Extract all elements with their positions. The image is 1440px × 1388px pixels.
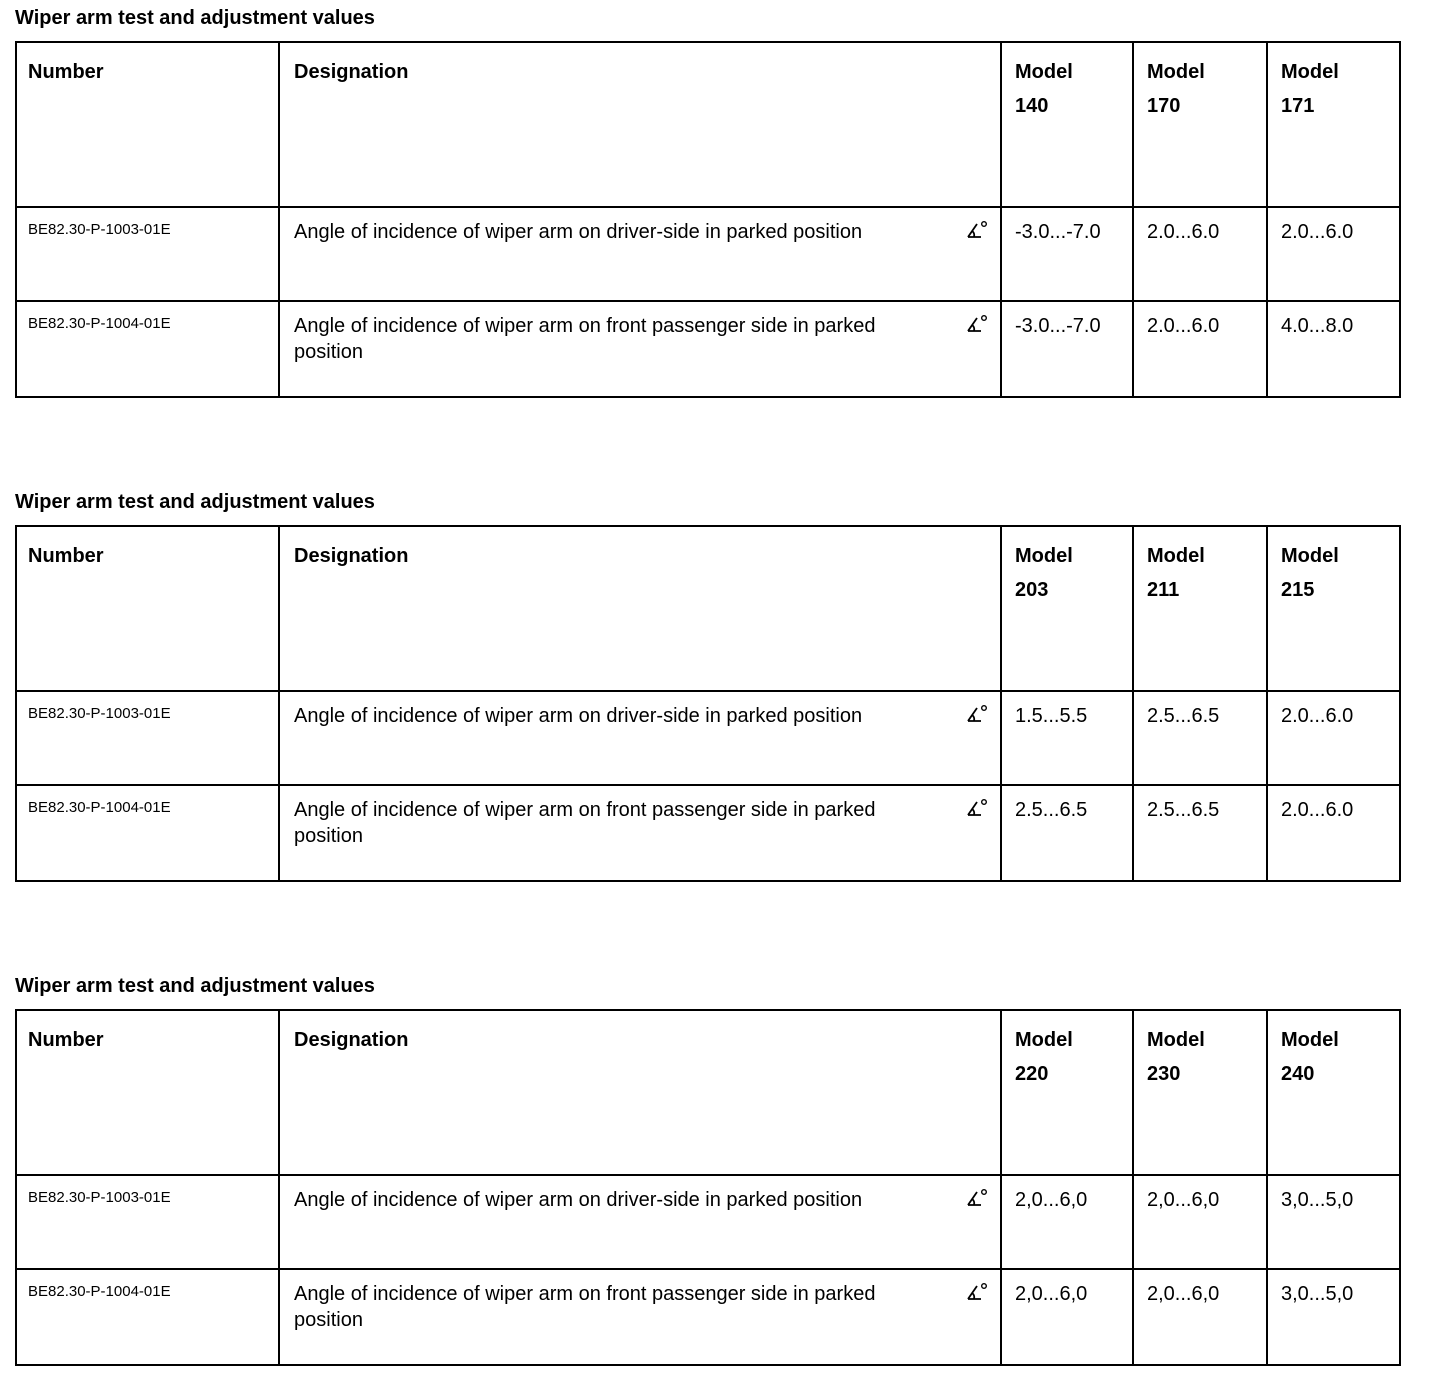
value-cell (1001, 1269, 1133, 1365)
designation-column-header (279, 1010, 1001, 1175)
value-cell (1133, 1175, 1267, 1269)
model-column-header (1133, 1010, 1267, 1175)
value-cell (1133, 785, 1267, 881)
number-cell (16, 1269, 279, 1365)
model-label: Model (1015, 1029, 1073, 1051)
model-number: 240 (1281, 1063, 1315, 1085)
designation-header-label: Designation (294, 1029, 409, 1051)
value-cell (1001, 691, 1133, 785)
angle-degree-icon (966, 704, 988, 724)
model-label: Model (1015, 61, 1073, 83)
number-column-header (16, 1010, 279, 1175)
angle-value: 2.0...6.0 (1147, 315, 1220, 337)
table-row (16, 1175, 1400, 1269)
number-header-label: Number (28, 1029, 104, 1051)
designation-cell (279, 691, 1001, 785)
model-column-header (1001, 1010, 1133, 1175)
value-cell (1001, 1175, 1133, 1269)
table-row (16, 301, 1400, 397)
section-title: Wiper arm test and adjustment values (15, 7, 375, 29)
number-header-label: Number (28, 61, 104, 83)
angle-value: -3.0...-7.0 (1015, 315, 1101, 337)
designation-cell (279, 207, 1001, 301)
model-header (1002, 527, 1132, 607)
number-cell (16, 301, 279, 397)
designation-text: Angle of incidence of wiper arm on driver-side in parked position (294, 705, 863, 727)
designation-cell (279, 301, 1001, 397)
number-header-label: Number (28, 545, 104, 567)
model-number: 140 (1015, 95, 1049, 117)
model-number: 203 (1015, 579, 1049, 601)
model-label: Model (1281, 545, 1339, 567)
value-cell (1133, 691, 1267, 785)
value-cell (1267, 691, 1400, 785)
model-column-header (1267, 42, 1400, 207)
model-header (1134, 43, 1266, 123)
angle-degree-icon (966, 798, 988, 818)
angle-value: 2,0...6,0 (1147, 1283, 1220, 1305)
header-row (16, 42, 1400, 207)
value-cell (1267, 1175, 1400, 1269)
designation-cell (279, 1175, 1001, 1269)
model-label: Model (1281, 1029, 1339, 1051)
angle-value: 2,0...6,0 (1015, 1283, 1088, 1305)
model-number: 230 (1147, 1063, 1181, 1085)
model-number: 211 (1147, 579, 1180, 601)
model-header (1268, 527, 1399, 607)
angle-value: 2.5...6.5 (1015, 799, 1088, 821)
spec-table (15, 1009, 1401, 1366)
model-column-header (1267, 1010, 1400, 1175)
value-cell (1267, 785, 1400, 881)
designation-text: Angle of incidence of wiper arm on front passenger side in parked position (294, 1283, 876, 1331)
value-cell (1001, 785, 1133, 881)
designation-text: Angle of incidence of wiper arm on front passenger side in parked position (294, 315, 876, 363)
model-label: Model (1015, 545, 1073, 567)
model-number: 215 (1281, 579, 1315, 601)
model-number: 220 (1015, 1063, 1049, 1085)
angle-degree-icon (966, 1188, 988, 1208)
designation-text: Angle of incidence of wiper arm on front passenger side in parked position (294, 799, 876, 847)
model-number: 170 (1147, 95, 1181, 117)
designation-cell (279, 785, 1001, 881)
angle-value: 2.0...6.0 (1147, 221, 1220, 243)
section-title: Wiper arm test and adjustment values (15, 491, 375, 513)
spec-table (15, 41, 1401, 398)
number-cell (16, 691, 279, 785)
value-cell (1133, 1269, 1267, 1365)
header-row (16, 526, 1400, 691)
value-cell (1267, 1269, 1400, 1365)
test-number: BE82.30-P-1004-01E (28, 1283, 171, 1300)
model-column-header (1001, 42, 1133, 207)
designation-header-label: Designation (294, 61, 409, 83)
value-cell (1267, 207, 1400, 301)
model-number: 171 (1281, 95, 1315, 117)
angle-value: 2.0...6.0 (1281, 705, 1354, 727)
table-row (16, 207, 1400, 301)
value-cell (1133, 207, 1267, 301)
section-title: Wiper arm test and adjustment values (15, 975, 375, 997)
model-header (1134, 527, 1266, 607)
test-number: BE82.30-P-1003-01E (28, 705, 171, 722)
model-header (1268, 43, 1399, 123)
table-row (16, 1269, 1400, 1365)
number-cell (16, 1175, 279, 1269)
model-label: Model (1281, 61, 1339, 83)
model-column-header (1267, 526, 1400, 691)
angle-value: 2.5...6.5 (1147, 705, 1220, 727)
number-cell (16, 785, 279, 881)
angle-value: 2.0...6.0 (1281, 799, 1354, 821)
model-header (1002, 1011, 1132, 1091)
model-header (1002, 43, 1132, 123)
value-cell (1001, 207, 1133, 301)
designation-header-label: Designation (294, 545, 409, 567)
number-column-header (16, 42, 279, 207)
number-cell (16, 207, 279, 301)
header-row (16, 1010, 1400, 1175)
angle-value: 2,0...6,0 (1147, 1189, 1220, 1211)
angle-value: 2.5...6.5 (1147, 799, 1220, 821)
table-row (16, 785, 1400, 881)
angle-value: -3.0...-7.0 (1015, 221, 1101, 243)
model-column-header (1133, 42, 1267, 207)
angle-degree-icon (966, 220, 988, 240)
model-column-header (1133, 526, 1267, 691)
model-label: Model (1147, 1029, 1205, 1051)
test-number: BE82.30-P-1003-01E (28, 221, 171, 238)
number-column-header (16, 526, 279, 691)
angle-value: 2.0...6.0 (1281, 221, 1354, 243)
model-header (1134, 1011, 1266, 1091)
table-row (16, 691, 1400, 785)
test-number: BE82.30-P-1003-01E (28, 1189, 171, 1206)
angle-value: 3,0...5,0 (1281, 1189, 1354, 1211)
test-number: BE82.30-P-1004-01E (28, 315, 171, 332)
spec-table (15, 525, 1401, 882)
angle-value: 3,0...5,0 (1281, 1283, 1354, 1305)
angle-degree-icon (966, 314, 988, 334)
model-column-header (1001, 526, 1133, 691)
designation-column-header (279, 526, 1001, 691)
designation-cell (279, 1269, 1001, 1365)
angle-value: 4.0...8.0 (1281, 315, 1354, 337)
designation-text: Angle of incidence of wiper arm on driver-side in parked position (294, 221, 863, 243)
angle-degree-icon (966, 1282, 988, 1302)
model-label: Model (1147, 545, 1205, 567)
designation-column-header (279, 42, 1001, 207)
value-cell (1001, 301, 1133, 397)
angle-value: 1.5...5.5 (1015, 705, 1088, 727)
model-header (1268, 1011, 1399, 1091)
value-cell (1267, 301, 1400, 397)
test-number: BE82.30-P-1004-01E (28, 799, 171, 816)
model-label: Model (1147, 61, 1205, 83)
designation-text: Angle of incidence of wiper arm on driver-side in parked position (294, 1189, 863, 1211)
value-cell (1133, 301, 1267, 397)
angle-value: 2,0...6,0 (1015, 1189, 1088, 1211)
